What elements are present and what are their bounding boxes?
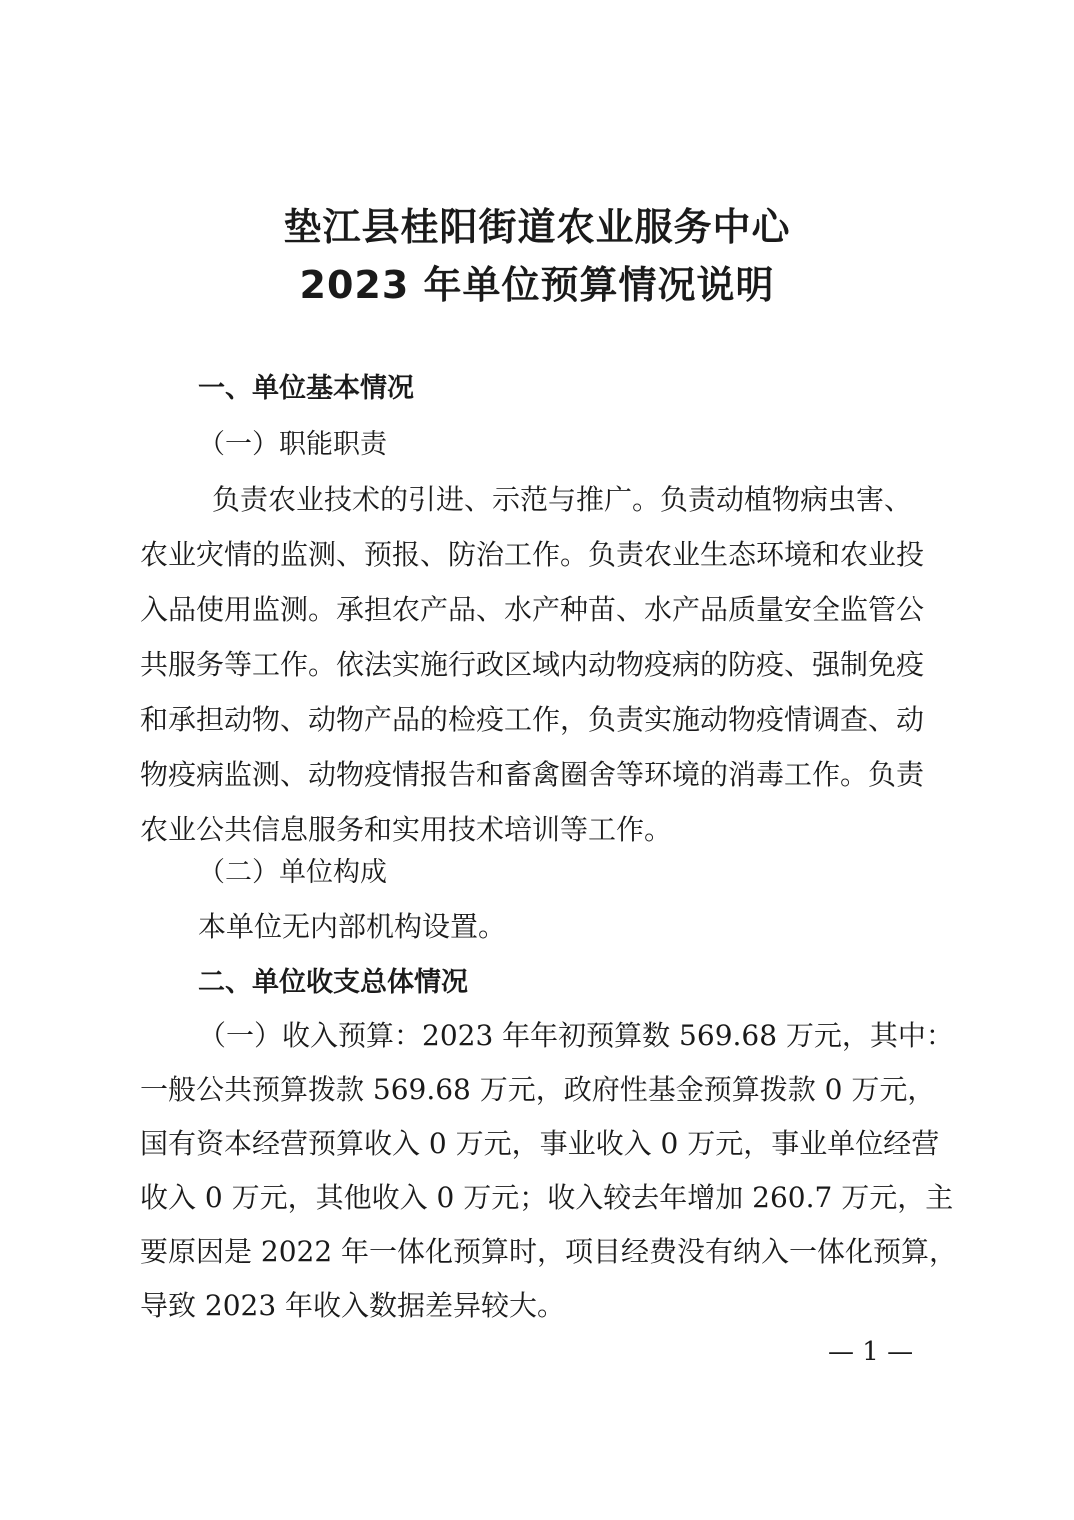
page-number: — 1 — — [828, 1337, 914, 1367]
paragraph-line: 本单位无内部机构设置。 — [198, 910, 507, 943]
section-heading-basic-info: 一、单位基本情况 — [198, 373, 414, 404]
subsection-heading-composition: （二）单位构成 — [198, 857, 387, 888]
paragraph-line: 共服务等工作。依法实施行政区域内动物疫病的防疫、强制免疫 — [140, 648, 925, 681]
paragraph-line: 收入 0 万元，其他收入 0 万元；收入较去年增加 260.7 万元，主 — [140, 1181, 954, 1214]
paragraph-line: （一）收入预算：2023 年年初预算数 569.68 万元，其中： — [198, 1019, 954, 1052]
paragraph-line: 负责农业技术的引进、示范与推广。负责动植物病虫害、 — [212, 483, 913, 516]
document-title-line2: 2023 年单位预算情况说明 — [299, 263, 775, 307]
paragraph-line: 物疫病监测、动物疫情报告和畜禽圈舍等环境的消毒工作。负责 — [140, 758, 925, 791]
paragraph-line: 国有资本经营预算收入 0 万元，事业收入 0 万元，事业单位经营 — [140, 1127, 940, 1160]
paragraph-line: 入品使用监测。承担农产品、水产种苗、水产品质量安全监管公 — [140, 593, 925, 626]
paragraph-line: 导致 2023 年收入数据差异较大。 — [140, 1289, 566, 1322]
subsection-heading-duties: （一）职能职责 — [198, 429, 387, 460]
paragraph-line: 和承担动物、动物产品的检疫工作，负责实施动物疫情调查、动 — [140, 703, 925, 736]
paragraph-line: 一般公共预算拨款 569.68 万元，政府性基金预算拨款 0 万元， — [140, 1073, 936, 1106]
paragraph-line: 要原因是 2022 年一体化预算时，项目经费没有纳入一体化预算， — [140, 1235, 958, 1268]
paragraph-line: 农业公共信息服务和实用技术培训等工作。 — [140, 813, 673, 846]
document-title-line1: 垫江县桂阳街道农业服务中心 — [283, 205, 791, 249]
section-heading-budget-overview: 二、单位收支总体情况 — [198, 967, 468, 998]
paragraph-line: 农业灾情的监测、预报、防治工作。负责农业生态环境和农业投 — [140, 538, 925, 571]
